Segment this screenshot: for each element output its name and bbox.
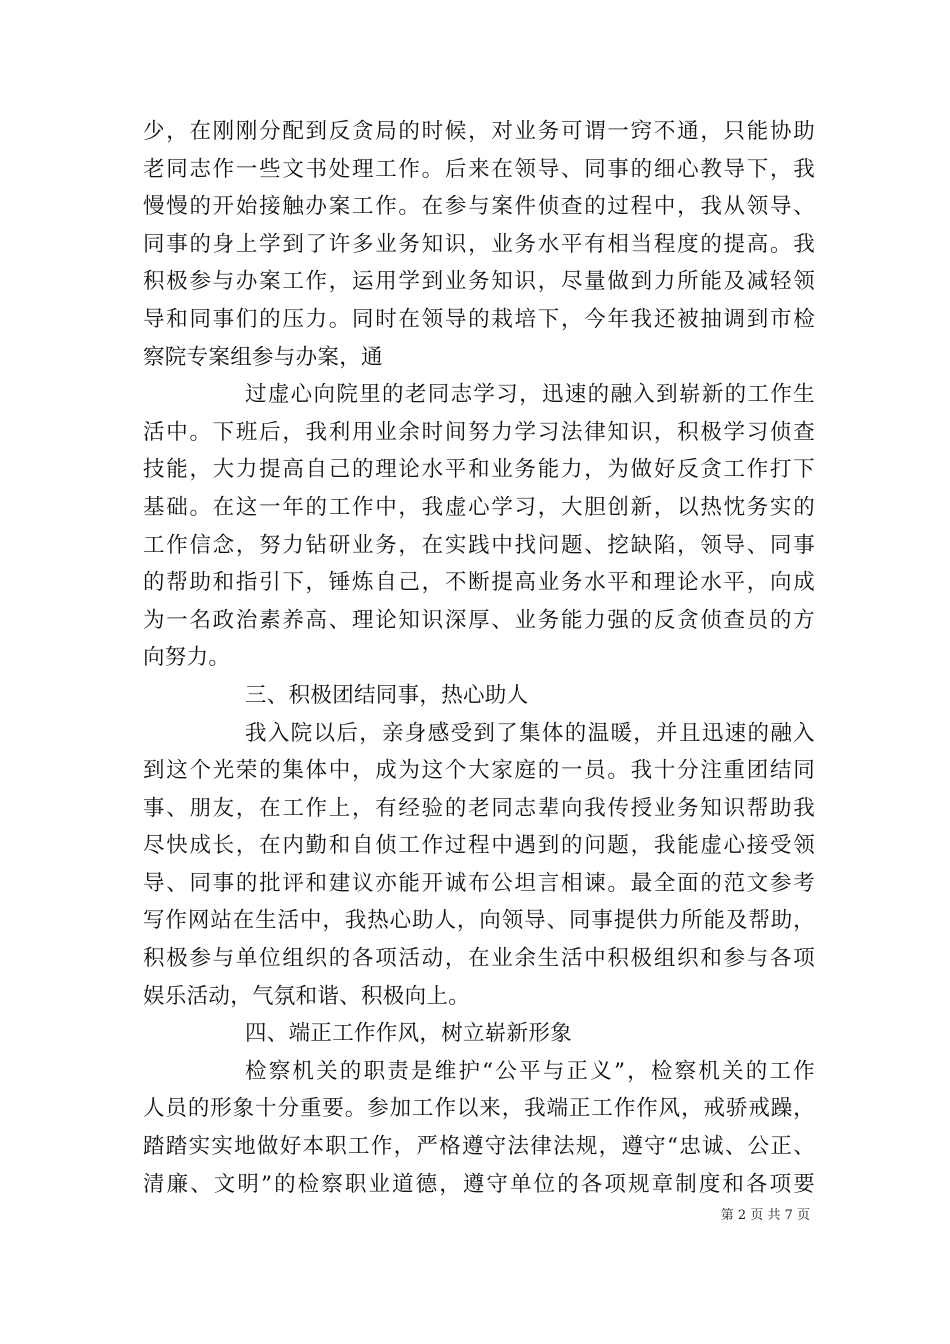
text-line: 写作网站在生活中，我热心助人，向领导、同事提供力所能及帮助， (143, 908, 815, 934)
text-line: 过虚心向院里的老同志学习，迅速的融入到崭新的工作生 (245, 382, 815, 408)
text-line: 导和同事们的压力。同时在领导的栽培下，今年我还被抽调到市检 (143, 306, 815, 332)
text-line: 技能，大力提高自己的理论水平和业务能力，为做好反贪工作打下 (143, 457, 815, 483)
text-line: 少，在刚刚分配到反贪局的时候，对业务可谓一窍不通，只能协助 (143, 119, 815, 144)
text-line: 察院专案组参与办案，通 (143, 344, 383, 370)
text-line: 老同志作一些文书处理工作。后来在领导、同事的细心教导下，我 (143, 156, 815, 182)
text-line: 娱乐活动，气氛和谐、积极向上。 (143, 983, 471, 1009)
text-line: 导、同事的批评和建议亦能开诚布公坦言相谏。最全面的范文参考 (143, 870, 815, 896)
text-line: 事、朋友，在工作上，有经验的老同志辈向我传授业务知识帮助我 (143, 795, 815, 821)
text-line: 同事的身上学到了许多业务知识，业务水平有相当程度的提高。我 (143, 231, 815, 257)
text-line: 清廉、文明”的检察职业道德，遵守单位的各项规章制度和各项要 (143, 1171, 815, 1197)
text-line: 为一名政治素养高、理论知识深厚、业务能力强的反贪侦查员的方 (143, 607, 815, 633)
text-line: 到这个光荣的集体中，成为这个大家庭的一员。我十分注重团结同 (143, 758, 815, 784)
page-number-label: 第 2 页 共 7 页 (720, 1208, 810, 1223)
text-line: 人员的形象十分重要。参加工作以来，我端正工作作风，戒骄戒躁， (143, 1096, 815, 1122)
text-line: 四、端正工作作风，树立崭新形象 (245, 1021, 573, 1047)
text-line: 积极参与单位组织的各项活动，在业余生活中积极组织和参与各项 (143, 946, 815, 972)
text-line: 积极参与办案工作，运用学到业务知识，尽量做到力所能及减轻领 (143, 269, 815, 295)
text-line: 基础。在这一年的工作中，我虚心学习，大胆创新，以热忱务实的 (143, 494, 815, 520)
text-line: 三、积极团结同事，热心助人 (245, 682, 529, 708)
text-line: 活中。下班后，我利用业余时间努力学习法律知识，积极学习侦查 (143, 419, 815, 445)
text-line: 踏踏实实地做好本职工作，严格遵守法律法规，遵守“忠诚、公正、 (143, 1134, 815, 1160)
body-text (143, 113, 815, 1203)
text-line: 的帮助和指引下，锤炼自己，不断提高业务水平和理论水平，向成 (143, 570, 815, 596)
page-number-footer (600, 1204, 810, 1223)
text-line: 向努力。 (143, 645, 231, 671)
text-line: 慢慢的开始接触办案工作。在参与案件侦查的过程中，我从领导、 (143, 194, 815, 220)
text-line: 尽快成长，在内勤和自侦工作过程中遇到的问题，我能虚心接受领 (143, 833, 815, 859)
text-line: 工作信念，努力钻研业务，在实践中找问题、挖缺陷，领导、同事 (143, 532, 815, 558)
text-line: 我入院以后，亲身感受到了集体的温暖，并且迅速的融入 (245, 720, 815, 746)
text-line: 检察机关的职责是维护“公平与正义”，检察机关的工作 (245, 1058, 815, 1084)
